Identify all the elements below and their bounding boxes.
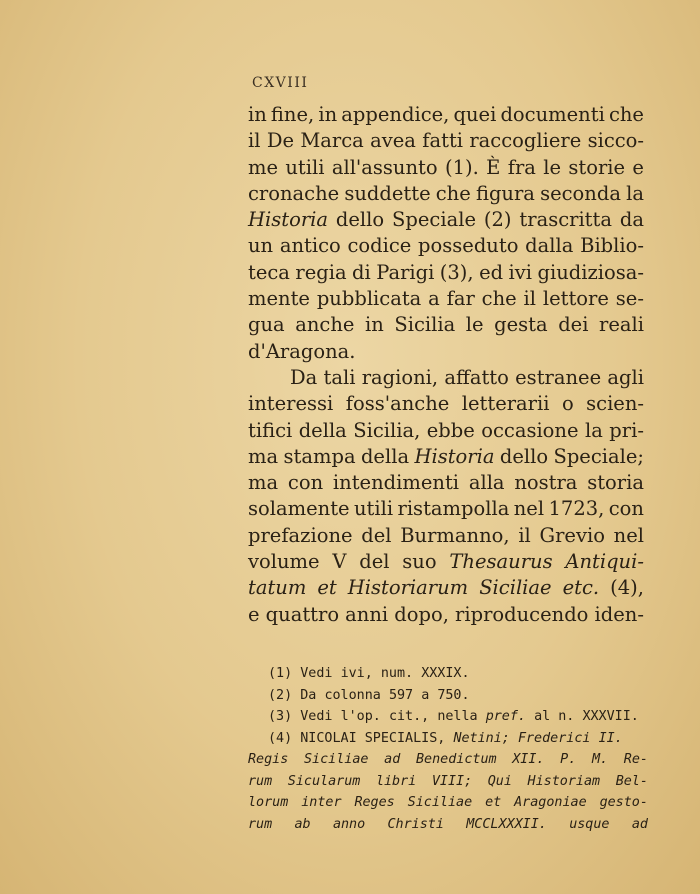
text-line bbox=[248, 339, 644, 365]
word: 750. bbox=[437, 687, 470, 703]
word: etc. bbox=[562, 576, 600, 600]
footnote-line bbox=[248, 706, 648, 728]
word: dei bbox=[558, 313, 589, 337]
word: Thesaurus bbox=[449, 550, 553, 574]
word: a bbox=[428, 287, 440, 311]
word: ebbe bbox=[426, 418, 475, 442]
word: Antiqui- bbox=[565, 550, 644, 574]
word: un bbox=[248, 234, 274, 258]
word: Historia bbox=[248, 208, 329, 232]
word: Regis bbox=[248, 752, 289, 767]
word: l'op. bbox=[340, 709, 381, 724]
word: Siciliae bbox=[407, 795, 473, 810]
word: cit., bbox=[388, 709, 430, 724]
word: Sicilia bbox=[394, 313, 456, 337]
word: V bbox=[332, 550, 347, 574]
word: Benedictum bbox=[415, 752, 497, 767]
word: dello bbox=[335, 208, 385, 232]
word: trascritta bbox=[519, 208, 612, 232]
word: letterarii bbox=[461, 392, 550, 416]
text-line bbox=[248, 260, 644, 286]
word: et bbox=[317, 576, 337, 600]
word: ma bbox=[248, 471, 279, 495]
word: con bbox=[287, 471, 324, 495]
word: Speciale; bbox=[553, 444, 644, 468]
footnote-line bbox=[248, 792, 648, 814]
word: (3), bbox=[439, 260, 474, 284]
word: anni bbox=[345, 602, 389, 626]
word: n. bbox=[558, 709, 575, 724]
word: se- bbox=[615, 287, 644, 311]
word: È bbox=[486, 155, 501, 179]
word: da bbox=[619, 208, 644, 232]
word: gesto- bbox=[599, 795, 648, 810]
word: De bbox=[266, 129, 294, 153]
word: dalla bbox=[525, 234, 574, 258]
word: avea bbox=[370, 129, 416, 153]
word: la bbox=[626, 181, 644, 205]
word: 1723, bbox=[548, 497, 605, 521]
text-line bbox=[248, 391, 644, 417]
word: Siciliae bbox=[479, 576, 552, 600]
page-number: CXVIII bbox=[252, 75, 309, 91]
word: a bbox=[421, 687, 430, 703]
word: seconda bbox=[540, 181, 621, 205]
word: raccogliere bbox=[469, 129, 582, 153]
text-line bbox=[248, 286, 644, 312]
word: ad bbox=[631, 816, 648, 832]
word: suo bbox=[402, 550, 437, 574]
word: far bbox=[446, 287, 475, 311]
word: Frederici bbox=[517, 730, 591, 746]
word: estranee bbox=[515, 365, 602, 389]
text-line bbox=[248, 602, 644, 628]
word: pubblicata bbox=[316, 287, 422, 311]
footnote-line bbox=[248, 749, 648, 771]
word: NICOLAI bbox=[300, 730, 357, 746]
word: VIII; bbox=[431, 773, 473, 789]
word: ivi, bbox=[340, 666, 373, 681]
word: pref. bbox=[485, 709, 526, 724]
word: Da bbox=[300, 687, 317, 703]
footnote-line bbox=[248, 771, 648, 793]
word: utili bbox=[285, 155, 325, 179]
text-line bbox=[248, 128, 644, 154]
word: Netini; bbox=[453, 730, 510, 746]
word: prefazione bbox=[248, 523, 353, 547]
text-line bbox=[248, 312, 644, 338]
word: Vedi bbox=[300, 666, 333, 681]
word: nel bbox=[513, 497, 545, 521]
word: Bel- bbox=[615, 773, 648, 789]
word: inter bbox=[301, 795, 342, 810]
text-line bbox=[248, 496, 644, 522]
word: num. bbox=[380, 666, 414, 681]
word: XXXVII. bbox=[582, 709, 639, 724]
main-text bbox=[248, 102, 644, 628]
word: sicco- bbox=[587, 129, 644, 153]
word: fra bbox=[507, 155, 536, 179]
word: al bbox=[534, 709, 551, 724]
word: intendimenti bbox=[332, 471, 460, 495]
word: (1) bbox=[268, 666, 293, 681]
word: P. bbox=[560, 752, 577, 767]
word: storie bbox=[568, 155, 626, 179]
word: utili bbox=[353, 497, 394, 521]
word: appendice, bbox=[341, 103, 450, 126]
word: Qui bbox=[487, 773, 512, 789]
word: o bbox=[561, 392, 574, 416]
word: ad bbox=[384, 752, 401, 767]
word: ivi bbox=[508, 260, 533, 284]
word: in bbox=[248, 103, 267, 126]
word: il bbox=[523, 287, 537, 311]
word: iden- bbox=[594, 602, 644, 626]
word: ab bbox=[294, 816, 311, 832]
word: teca bbox=[248, 260, 290, 284]
text-line bbox=[248, 549, 644, 575]
word: Siciliae bbox=[303, 752, 369, 767]
word: lorum bbox=[248, 795, 289, 810]
word: e bbox=[248, 602, 260, 626]
word: SPECIALIS, bbox=[364, 730, 446, 746]
word: Christi bbox=[387, 816, 444, 832]
word: et bbox=[485, 795, 502, 810]
word: stampa bbox=[283, 444, 356, 468]
word: quattro bbox=[265, 602, 340, 626]
word: solamente bbox=[248, 497, 350, 521]
word: gesta bbox=[494, 313, 548, 337]
word: il bbox=[518, 523, 531, 547]
word: le bbox=[543, 155, 562, 179]
word: II. bbox=[598, 730, 623, 746]
word: tatum bbox=[248, 576, 307, 600]
word: Marca bbox=[300, 129, 364, 153]
word: colonna bbox=[324, 687, 381, 703]
word: alla bbox=[468, 471, 505, 495]
word: d'Aragona. bbox=[248, 339, 356, 363]
word: me bbox=[248, 155, 279, 179]
word: usque bbox=[569, 816, 610, 832]
word: Re- bbox=[623, 752, 648, 767]
word: foss'anche bbox=[345, 392, 450, 416]
word: 597 bbox=[388, 687, 414, 703]
word: Historiarum bbox=[347, 576, 469, 600]
word: il bbox=[248, 129, 261, 153]
word: Burmanno, bbox=[400, 523, 510, 547]
word: ma bbox=[248, 444, 279, 468]
word: Historia bbox=[414, 444, 495, 468]
word: codice bbox=[347, 234, 412, 258]
text-line bbox=[248, 418, 644, 444]
word: ragioni, bbox=[361, 365, 439, 389]
footnote-line bbox=[248, 663, 648, 685]
word: regia bbox=[295, 260, 347, 284]
word: (1). bbox=[444, 155, 479, 179]
word: della bbox=[360, 444, 410, 468]
word: dopo, bbox=[394, 602, 449, 626]
word: dello bbox=[499, 444, 549, 468]
word: Speciale bbox=[392, 208, 476, 232]
word: cronache bbox=[248, 181, 340, 205]
word: tali bbox=[323, 365, 356, 389]
word: Vedi bbox=[300, 709, 333, 724]
word: in bbox=[365, 313, 384, 337]
word: Sicularum bbox=[287, 773, 361, 789]
word: (4) bbox=[268, 730, 293, 746]
footnotes bbox=[248, 663, 648, 835]
word: che bbox=[481, 287, 517, 311]
word: XII. bbox=[512, 752, 545, 767]
word: nella bbox=[437, 709, 478, 724]
word: reali bbox=[599, 313, 644, 337]
word: antico bbox=[279, 234, 341, 258]
text-line bbox=[248, 365, 644, 391]
word: MCCLXXXII. bbox=[466, 816, 547, 832]
word: Historiam bbox=[527, 773, 601, 789]
word: tifici bbox=[248, 418, 293, 442]
word: (2) bbox=[268, 687, 293, 703]
text-line bbox=[248, 233, 644, 259]
word: libri bbox=[375, 773, 417, 789]
word: in bbox=[318, 103, 338, 126]
word: anno bbox=[332, 816, 366, 832]
word: M. bbox=[591, 752, 609, 767]
text-line bbox=[248, 155, 644, 181]
word: Grevio bbox=[539, 523, 605, 547]
word: scien- bbox=[586, 392, 644, 416]
word: agli bbox=[607, 365, 644, 389]
word: nostra bbox=[514, 471, 578, 495]
word: che bbox=[608, 103, 644, 126]
word: con bbox=[608, 497, 644, 521]
text-line bbox=[248, 181, 644, 207]
word: pri- bbox=[609, 418, 644, 442]
word: e bbox=[632, 155, 644, 179]
text-line bbox=[248, 470, 644, 496]
footnote-line bbox=[248, 728, 648, 750]
word: ristampolla bbox=[397, 497, 510, 521]
footnote-line bbox=[248, 685, 648, 707]
word: che bbox=[435, 181, 471, 205]
word: volume bbox=[248, 550, 320, 574]
word: ed bbox=[479, 260, 504, 284]
word: storia bbox=[587, 471, 644, 495]
text-line bbox=[248, 523, 644, 549]
word: Reges bbox=[354, 795, 395, 810]
word: Biblio- bbox=[580, 234, 644, 258]
word: rum bbox=[248, 816, 273, 832]
word: del bbox=[361, 523, 392, 547]
word: gua bbox=[248, 313, 285, 337]
word: del bbox=[359, 550, 390, 574]
word: (4), bbox=[610, 576, 644, 600]
text-line bbox=[248, 444, 644, 470]
word: fatti bbox=[422, 129, 464, 153]
word: occasione bbox=[481, 418, 579, 442]
word: giudiziosa- bbox=[537, 260, 644, 284]
footnote-line bbox=[248, 814, 648, 836]
word: della bbox=[298, 418, 347, 442]
text-line bbox=[248, 207, 644, 233]
word: figura bbox=[475, 181, 535, 205]
text-line bbox=[248, 102, 644, 128]
word: lettore bbox=[542, 287, 609, 311]
word: affatto bbox=[444, 365, 509, 389]
word: suddette bbox=[344, 181, 431, 205]
word: XXXIX. bbox=[421, 666, 470, 681]
word: nel bbox=[613, 523, 644, 547]
word: interessi bbox=[248, 392, 334, 416]
word: (2) bbox=[483, 208, 512, 232]
word: Parigi bbox=[376, 260, 435, 284]
word: Da bbox=[290, 365, 318, 389]
word: fine, bbox=[270, 103, 315, 126]
word: riproducendo bbox=[455, 602, 589, 626]
word: Aragoniae bbox=[514, 795, 587, 810]
word: di bbox=[352, 260, 371, 284]
word: rum bbox=[248, 773, 273, 789]
word: documenti bbox=[500, 103, 605, 126]
word: le bbox=[465, 313, 484, 337]
text-line bbox=[248, 575, 644, 601]
word: posseduto bbox=[418, 234, 519, 258]
word: mente bbox=[248, 287, 310, 311]
word: (3) bbox=[268, 709, 293, 724]
word: anche bbox=[295, 313, 355, 337]
word: la bbox=[584, 418, 603, 442]
word: all'assunto bbox=[331, 155, 438, 179]
word: Sicilia, bbox=[353, 418, 421, 442]
word: quei bbox=[453, 103, 497, 126]
